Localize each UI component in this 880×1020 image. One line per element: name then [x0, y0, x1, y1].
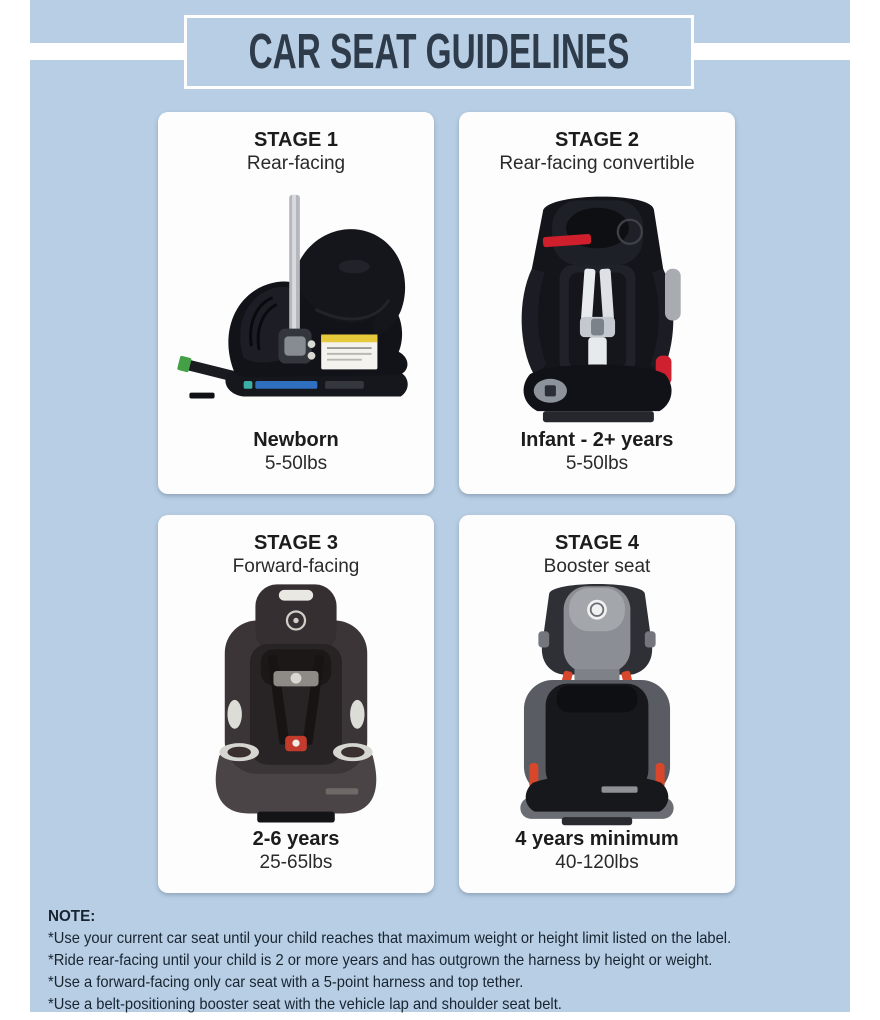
stage-4-subtitle: Booster seat	[543, 556, 651, 577]
stage-2-weight: 5-50lbs	[565, 453, 629, 474]
stage-2-subtitle: Rear-facing convertible	[499, 153, 695, 174]
stage-3-weight: 25-65lbs	[259, 852, 333, 873]
stage-1-weight: 5-50lbs	[264, 453, 328, 474]
convertible-seat-illustration	[491, 180, 704, 425]
note-line-4: *Use a belt-positioning booster seat with the vehicle lap and shoulder seat belt.	[48, 996, 562, 1013]
stage-1-subtitle: Rear-facing	[246, 153, 346, 174]
infant-carrier-seat-illustration	[170, 191, 422, 414]
stage-2-card	[459, 112, 735, 494]
note-heading: NOTE:	[48, 908, 96, 925]
stage-1-title: STAGE 1	[253, 129, 339, 151]
stage-2-age: Infant - 2+ years	[520, 429, 674, 451]
note-line-2: *Ride rear-facing until your child is 2 or more years and has outgrown the harness by height or weight.	[48, 952, 713, 969]
forward-facing-seat-image	[192, 579, 400, 827]
booster-seat-illustration	[493, 579, 701, 827]
background-panel	[30, 0, 850, 1012]
stage-1-age: Newborn	[253, 429, 339, 451]
convertible-seat-image	[491, 176, 704, 428]
stage-2-title: STAGE 2	[554, 129, 640, 151]
stage-4-weight: 40-120lbs	[555, 852, 639, 873]
stage-3-subtitle: Forward-facing	[232, 556, 360, 577]
title-banner	[184, 15, 694, 89]
booster-seat-image	[493, 579, 701, 827]
note-line-1: *Use your current car seat until your child reaches that maximum weight or height limit listed on the label.	[48, 930, 732, 947]
stage-card-grid	[158, 112, 735, 893]
stage-4-card	[459, 515, 735, 893]
forward-facing-seat-illustration	[192, 579, 400, 827]
stage-4-title: STAGE 4	[554, 532, 640, 554]
note-section	[48, 906, 853, 1016]
stage-3-card	[158, 515, 434, 893]
stage-3-title: STAGE 3	[253, 532, 339, 554]
note-line-3: *Use a forward-facing only car seat with a 5-point harness and top tether.	[48, 974, 524, 991]
stage-4-age: 4 years minimum	[515, 828, 679, 850]
stage-3-age: 2-6 years	[252, 828, 340, 850]
page-title: CAR SEAT GUIDELINES	[248, 25, 630, 79]
stage-1-card	[158, 112, 434, 494]
infant-carrier-seat-image	[170, 176, 422, 428]
